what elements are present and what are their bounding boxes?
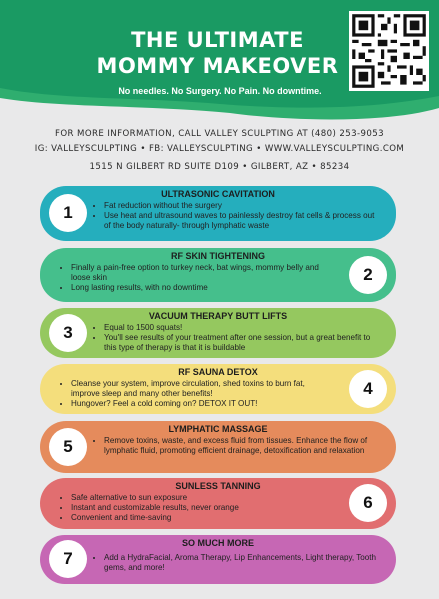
service-bullet: • Remove toxins, waste, and excess fluid from tissues. Enhance the flow of lymphatic fluid, promoting efficient drainage, detoxification and relaxation	[104, 436, 382, 456]
service-number: 5	[49, 428, 87, 466]
qr-code-graphic	[349, 11, 429, 91]
service-card-rf-sauna-detox	[40, 364, 396, 414]
service-bullets	[93, 436, 382, 456]
service-card-rf-skin-tightening	[40, 248, 396, 302]
service-bullet: • You'll see results of your treatment after one session, but a great benefit to this type of therapy is that it is buildable	[104, 333, 382, 353]
service-card-vacuum-therapy	[40, 308, 396, 358]
service-card-ultrasonic-cavitation	[40, 186, 396, 241]
page-title-line2: MOMMY MAKEOVER	[96, 54, 339, 78]
service-title: RF SKIN TIGHTENING	[171, 251, 265, 261]
service-bullets	[60, 379, 330, 409]
page-title-line1: THE ULTIMATE	[131, 28, 304, 52]
service-number: 7	[49, 540, 87, 578]
service-bullets	[93, 201, 382, 231]
service-title: ULTRASONIC CAVITATION	[161, 189, 275, 199]
service-card-lymphatic-massage	[40, 421, 396, 473]
service-title: SUNLESS TANNING	[175, 481, 261, 491]
service-bullet: • Use heat and ultrasound waves to painlessly destroy fat cells & process out of the body naturally- through lymphatic waste	[104, 211, 382, 231]
service-bullets	[60, 263, 330, 293]
service-title: VACUUM THERAPY BUTT LIFTS	[148, 311, 288, 321]
service-number: 6	[349, 484, 387, 522]
qr-code-icon[interactable]	[349, 11, 429, 91]
contact-social-line: IG: VALLEYSCULPTING • FB: VALLEYSCULPTING • WWW.VALLEYSCULPTING.COM	[34, 144, 405, 154]
service-title: SO MUCH MORE	[182, 538, 254, 548]
service-bullet: • Hungover? Feel a cold coming on? DETOX IT OUT!	[71, 399, 330, 409]
service-bullet: • Add a HydraFacial, Aroma Therapy, Lip Enhancements, Light therapy, Tooth gems, and more!	[104, 553, 382, 573]
service-number: 2	[349, 256, 387, 294]
contact-address-line: 1515 N GILBERT RD SUITE D109 • GILBERT, AZ • 85234	[89, 162, 350, 172]
service-bullet: • Equal to 1500 squats!	[104, 323, 382, 333]
service-bullet: • Long lasting results, with no downtime	[71, 283, 330, 293]
service-bullets	[93, 323, 382, 353]
contact-phone-line: FOR MORE INFORMATION, CALL VALLEY SCULPTING AT (480) 253-9053	[55, 129, 384, 139]
service-bullet: • Safe alternative to sun exposure	[71, 493, 330, 503]
service-number: 3	[49, 314, 87, 352]
service-card-sunless-tanning	[40, 478, 396, 529]
service-bullets	[93, 553, 382, 573]
service-bullet: • Cleanse your system, improve circulation, shed toxins to burn fat, improve sleep and many other benefits!	[71, 379, 330, 399]
service-card-so-much-more	[40, 535, 396, 584]
service-bullet: • Instant and customizable results, never orange	[71, 503, 330, 513]
tagline: No needles. No Surgery. No Pain. No downtime.	[118, 86, 322, 96]
service-title: RF SAUNA DETOX	[178, 367, 258, 377]
service-title: LYMPHATIC MASSAGE	[168, 424, 268, 434]
service-bullet: • Fat reduction without the surgery	[104, 201, 382, 211]
service-bullet: • Convenient and time-saving	[71, 513, 330, 523]
service-number: 4	[349, 370, 387, 408]
service-bullets	[60, 493, 330, 523]
service-number: 1	[49, 194, 87, 232]
service-bullet: • Finally a pain-free option to turkey neck, bat wings, mommy belly and loose skin	[71, 263, 330, 283]
